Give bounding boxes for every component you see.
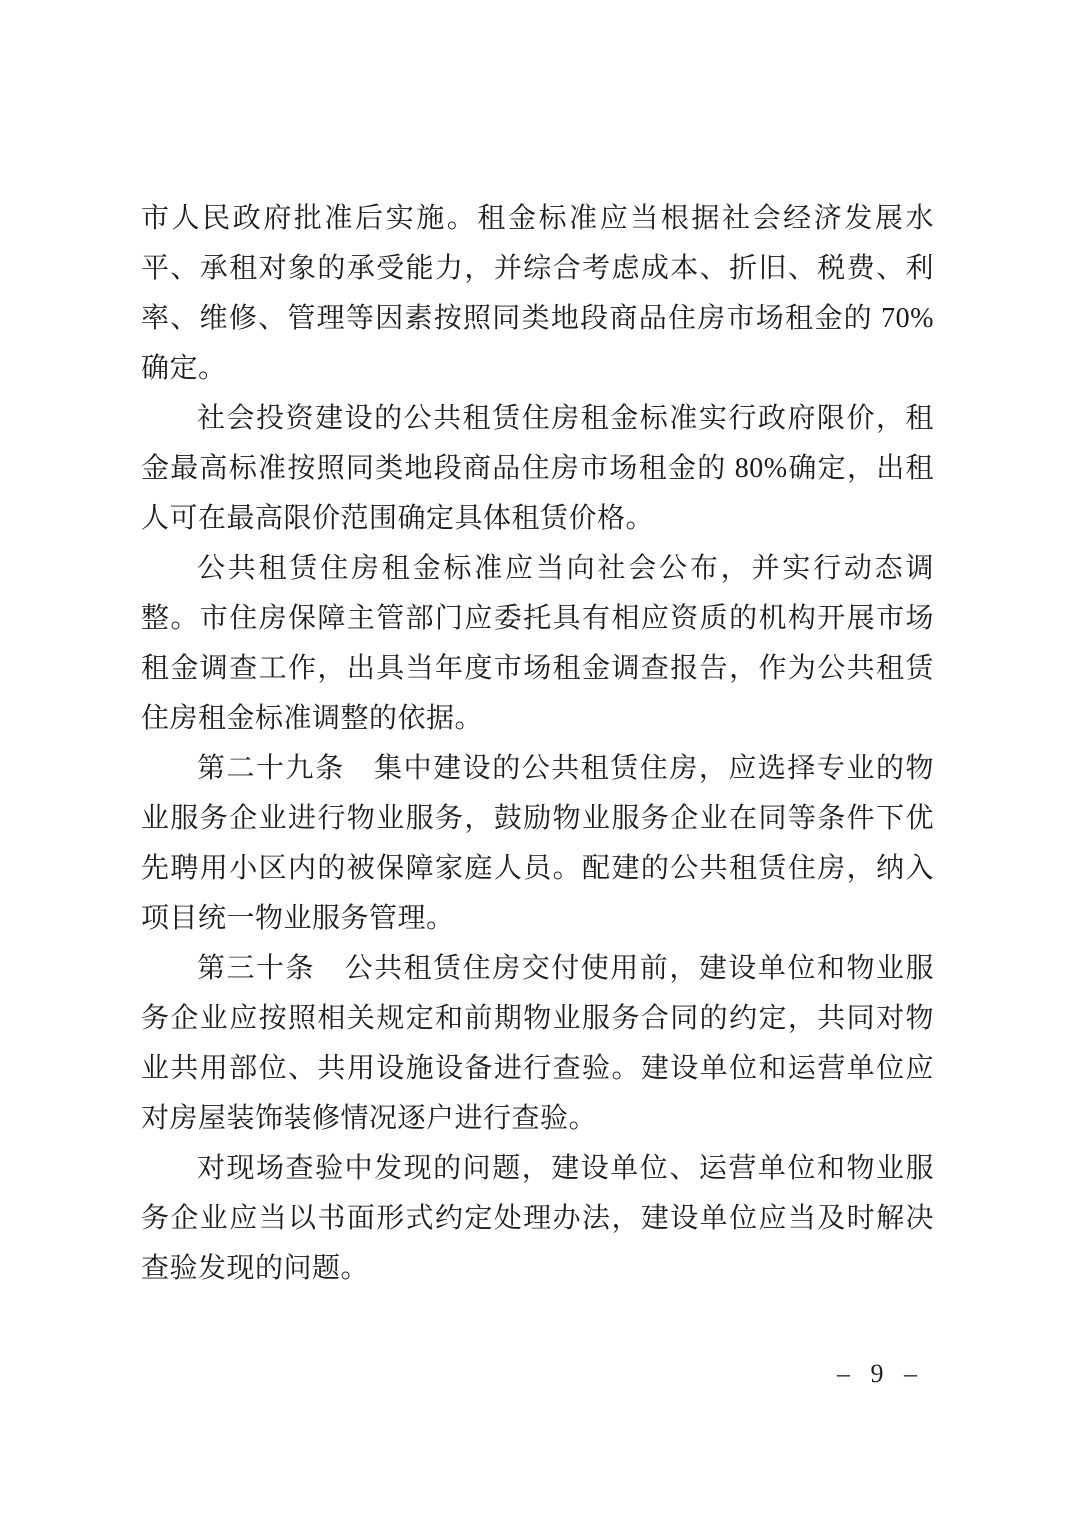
paragraph-rent-publication: 公共租赁住房租金标准应当向社会公布，并实行动态调整。市住房保障主管部门应委托具有相应资质的机构开展市场租金调查工作，出具当年度市场租金调查报告，作为公共租赁住房租金标准调整的依据。 xyxy=(141,553,934,734)
paragraph-continuation: 市人民政府批准后实施。租金标准应当根据社会经济发展水平、承租对象的承受能力，并综合考虑成本、折旧、税费、利率、维修、管理等因素按照同类地段商品住房市场租金的 70%确定。 xyxy=(141,203,934,384)
document-body xyxy=(141,194,934,1294)
paragraph-article-30: 第三十条 公共租赁住房交付使用前，建设单位和物业服务企业应按照相关规定和前期物业服务合同的约定，共同对物业共用部位、共用设施设备进行查验。建设单位和运营单位应对房屋装饰装修情况逐户进行查验。 xyxy=(141,953,934,1134)
paragraph-rent-cap: 社会投资建设的公共租赁住房租金标准实行政府限价，租金最高标准按照同类地段商品住房市场租金的 80%确定，出租人可在最高限价范围确定具体租赁价格。 xyxy=(141,403,934,534)
paragraph-article-29: 第二十九条 集中建设的公共租赁住房，应选择专业的物业服务企业进行物业服务，鼓励物业服务企业在同等条件下优先聘用小区内的被保障家庭人员。配建的公共租赁住房，纳入项目统一物业服务管理。 xyxy=(141,753,934,934)
paragraph-inspection-issues: 对现场查验中发现的问题，建设单位、运营单位和物业服务企业应当以书面形式约定处理办法，建设单位应当及时解决查验发现的问题。 xyxy=(141,1153,934,1284)
page-number: – 9 – xyxy=(837,1359,924,1388)
